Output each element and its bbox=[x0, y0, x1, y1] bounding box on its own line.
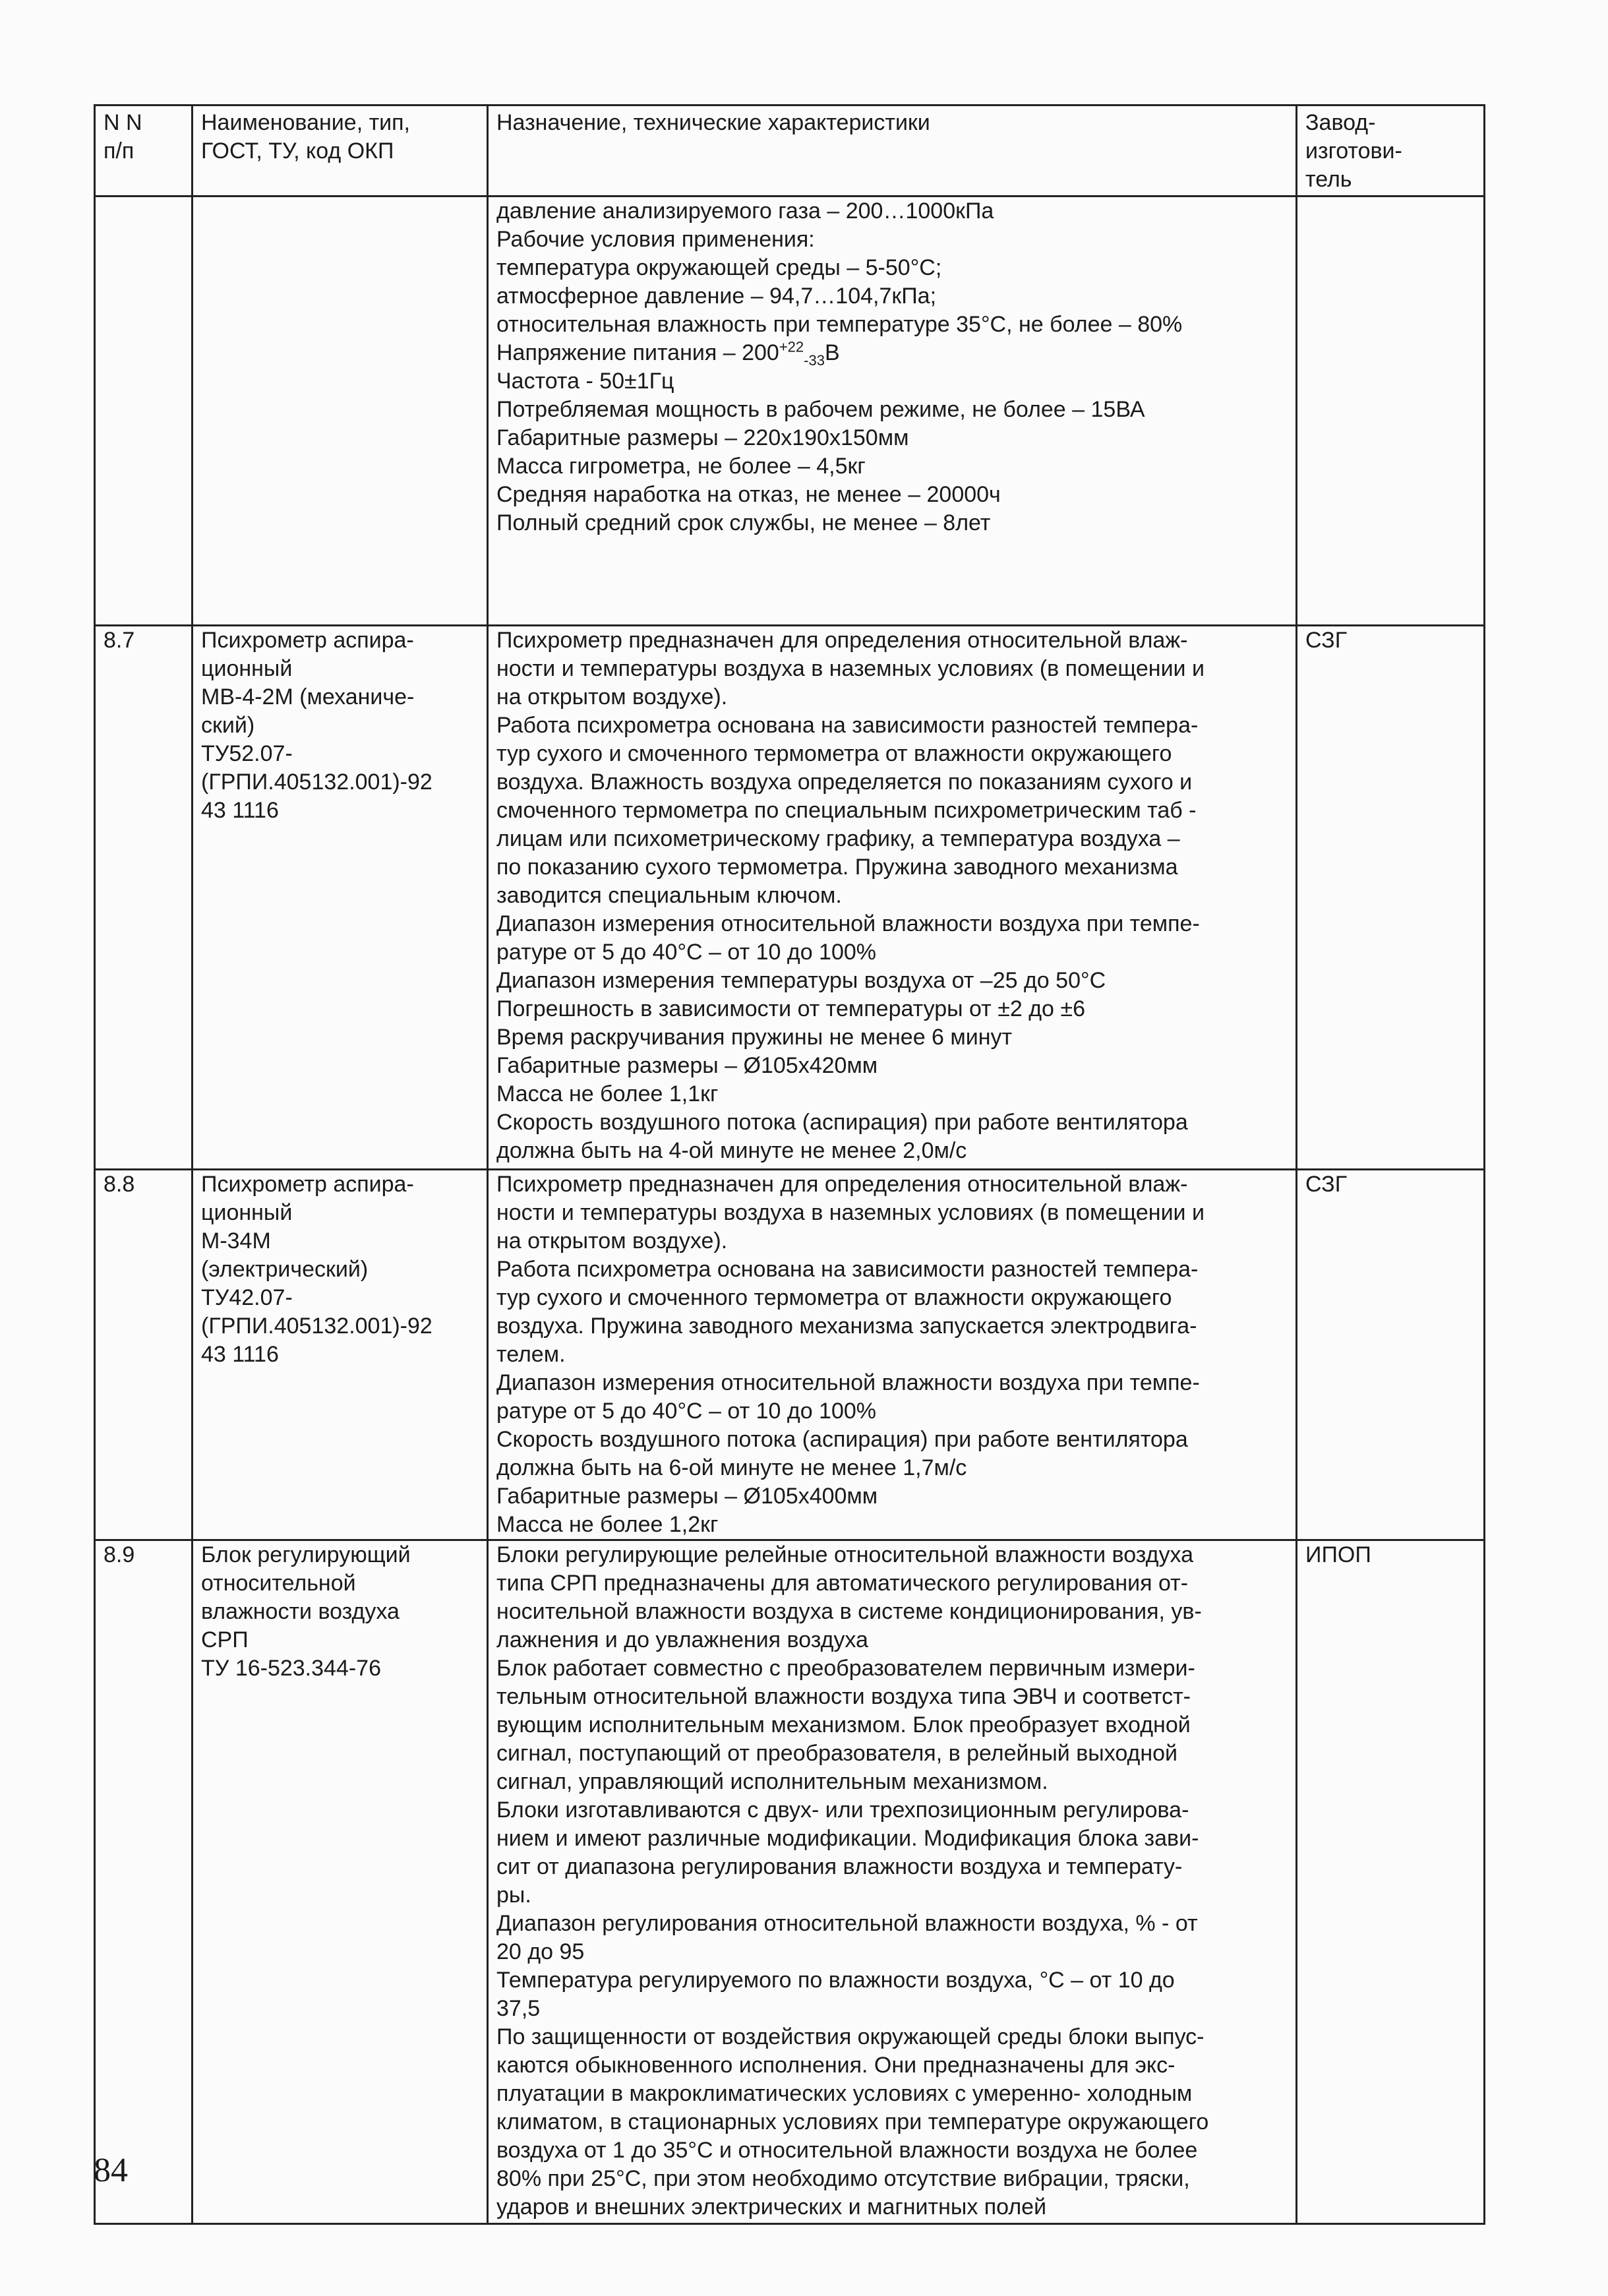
voltage-text: Напряжение питания – 200 bbox=[496, 340, 779, 365]
spec-line: Блоки регулирующие релейные относительной влажности воздуха bbox=[496, 1542, 1193, 1567]
name-line: 43 1116 bbox=[201, 798, 279, 823]
page-number: 84 bbox=[94, 2152, 128, 2189]
spec-line: Время раскручивания пружины не менее 6 минут bbox=[496, 1025, 1013, 1050]
header-name-line: Наименование, тип, bbox=[201, 110, 411, 135]
cell-manufacturer: ИПОП bbox=[1297, 1540, 1485, 2224]
spec-line: нием и имеют различные модификации. Модификация блока зави- bbox=[496, 1826, 1199, 1851]
spec-line: климатом, в стационарных условиях при температуре окружающего bbox=[496, 2109, 1209, 2134]
spec-line: Потребляемая мощность в рабочем режиме, не более – 15ВА bbox=[496, 397, 1145, 422]
spec-line: воздуха от 1 до 35°С и относительной влажности воздуха не более bbox=[496, 2138, 1198, 2163]
spec-line: Масса гигрометра, не более – 4,5кг bbox=[496, 454, 866, 479]
spec-line: Габаритные размеры – Ø105х400мм bbox=[496, 1484, 878, 1509]
spec-line: лажнения и до увлажнения воздуха bbox=[496, 1627, 868, 1652]
spec-line: каются обыкновенного исполнения. Они предназначены для экс- bbox=[496, 2053, 1176, 2078]
spec-line: Работа психрометра основана на зависимости разностей темпера- bbox=[496, 1257, 1199, 1282]
name-line: ТУ52.07- bbox=[201, 741, 293, 766]
name-line: (ГРПИ.405132.001)-92 bbox=[201, 770, 432, 795]
cell-name bbox=[193, 626, 488, 1170]
table-row-8-8 bbox=[95, 1170, 1485, 1540]
cell-specification bbox=[488, 1170, 1297, 1540]
voltage-subscript: -33 bbox=[804, 351, 825, 369]
spec-line: Диапазон измерения относительной влажности воздуха при темпе- bbox=[496, 1370, 1200, 1395]
spec-line: относительная влажность при температуре 35°С, не более – 80% bbox=[496, 312, 1183, 337]
header-number bbox=[95, 106, 193, 196]
spec-line: тур сухого и смоченного термометра от влажности окружающего bbox=[496, 1285, 1172, 1310]
spec-line: ности и температуры воздуха в наземных условиях (в помещении и bbox=[496, 1200, 1205, 1225]
header-specification bbox=[488, 106, 1297, 196]
spec-line: по показанию сухого термометра. Пружина заводного механизма bbox=[496, 855, 1178, 880]
cell-name bbox=[193, 1170, 488, 1540]
spec-line: Психрометр предназначен для определения относительной влаж- bbox=[496, 628, 1188, 653]
cell-manufacturer: СЗГ bbox=[1297, 1170, 1485, 1540]
name-line: ТУ 16-523.344-76 bbox=[201, 1656, 381, 1681]
header-maker-line: изготови- bbox=[1305, 138, 1402, 164]
cell-number bbox=[95, 196, 193, 626]
spec-line: Психрометр предназначен для определения относительной влаж- bbox=[496, 1172, 1188, 1197]
spec-line: Блок работает совместно с преобразователем первичным измери- bbox=[496, 1656, 1195, 1681]
cell-name bbox=[193, 1540, 488, 2224]
spec-line: Диапазон регулирования относительной влажности воздуха, % - от bbox=[496, 1911, 1198, 1936]
name-line: Психрометр аспира- bbox=[201, 1172, 414, 1197]
name-line: ционный bbox=[201, 656, 293, 681]
name-line: СРП bbox=[201, 1627, 249, 1652]
name-line: влажности воздуха bbox=[201, 1599, 400, 1624]
name-line: 43 1116 bbox=[201, 1342, 279, 1367]
spec-line: Масса не более 1,2кг bbox=[496, 1512, 719, 1537]
spec-line: типа СРП предназначены для автоматического регулирования от- bbox=[496, 1571, 1189, 1596]
spec-line: Масса не более 1,1кг bbox=[496, 1081, 719, 1106]
header-spec-line: Назначение, технические характеристики bbox=[496, 110, 930, 135]
spec-line: ности и температуры воздуха в наземных условиях (в помещении и bbox=[496, 656, 1205, 681]
table-header-row bbox=[95, 106, 1485, 196]
name-line: ционный bbox=[201, 1200, 293, 1225]
header-name-line: ГОСТ, ТУ, код ОКП bbox=[201, 138, 394, 164]
cell-number: 8.7 bbox=[95, 626, 193, 1170]
spec-line: должна быть на 4-ой минуте не менее 2,0м/с bbox=[496, 1138, 967, 1163]
spec-line: Погрешность в зависимости от температуры от ±2 до ±6 bbox=[496, 996, 1085, 1021]
name-line: ский) bbox=[201, 713, 255, 738]
cell-manufacturer: СЗГ bbox=[1297, 626, 1485, 1170]
spec-line: смоченного термометра по специальным психрометрическим таб - bbox=[496, 798, 1197, 823]
name-line: М-34М bbox=[201, 1228, 271, 1254]
spec-line: температура окружающей среды – 5-50°С; bbox=[496, 255, 942, 280]
name-line: Блок регулирующий bbox=[201, 1542, 411, 1567]
spec-line: ратуре от 5 до 40°С – от 10 до 100% bbox=[496, 1399, 877, 1424]
header-name bbox=[193, 106, 488, 196]
header-maker-line: Завод- bbox=[1305, 110, 1376, 135]
spec-line: Рабочие условия применения: bbox=[496, 227, 815, 252]
header-maker-line: тель bbox=[1305, 167, 1352, 192]
spec-line: плуатации в макроклиматических условиях с умеренно- холодным bbox=[496, 2081, 1193, 2106]
header-number-line: N N bbox=[104, 110, 142, 135]
spec-line: Скорость воздушного потока (аспирация) при работе вентилятора bbox=[496, 1110, 1188, 1135]
cell-specification bbox=[488, 1540, 1297, 2224]
name-line: (электрический) bbox=[201, 1257, 369, 1282]
table-row-continuation bbox=[95, 196, 1485, 626]
voltage-unit: В bbox=[824, 340, 840, 365]
spec-line: на открытом воздухе). bbox=[496, 684, 728, 710]
spec-line: Габаритные размеры – Ø105х420мм bbox=[496, 1053, 878, 1078]
table-row-8-7 bbox=[95, 626, 1485, 1170]
spec-line: Средняя наработка на отказ, не менее – 20000ч bbox=[496, 482, 1001, 507]
name-line: ТУ42.07- bbox=[201, 1285, 293, 1310]
cell-name bbox=[193, 196, 488, 626]
spec-line: сигнал, поступающий от преобразователя, в релейный выходной bbox=[496, 1741, 1177, 1766]
spec-line: Полный средний срок службы, не менее – 8лет bbox=[496, 510, 991, 535]
spec-line: давление анализируемого газа – 200…1000кПа bbox=[496, 198, 994, 224]
name-line: Психрометр аспира- bbox=[201, 628, 414, 653]
table-row-8-9 bbox=[95, 1540, 1485, 2224]
spec-line: сит от диапазона регулирования влажности воздуха и температу- bbox=[496, 1854, 1183, 1879]
spec-line: должна быть на 6-ой минуте не менее 1,7м/с bbox=[496, 1455, 967, 1480]
spec-line: Работа психрометра основана на зависимости разностей темпера- bbox=[496, 713, 1199, 738]
spec-line: ударов и внешних электрических и магнитных полей bbox=[496, 2194, 1047, 2220]
spec-line: По защищенности от воздействия окружающей среды блоки выпус- bbox=[496, 2024, 1205, 2049]
name-line: относительной bbox=[201, 1571, 356, 1596]
spec-line: тельным относительной влажности воздуха типа ЭВЧ и соответст- bbox=[496, 1684, 1191, 1709]
spec-line: атмосферное давление – 94,7…104,7кПа; bbox=[496, 284, 937, 309]
spec-line: ры. bbox=[496, 1883, 531, 1908]
spec-line-voltage bbox=[496, 339, 1288, 367]
voltage-superscript: +22 bbox=[779, 338, 804, 355]
cell-specification bbox=[488, 626, 1297, 1170]
specification-table bbox=[94, 104, 1485, 2225]
spec-line: воздуха. Пружина заводного механизма запускается электродвига- bbox=[496, 1314, 1197, 1339]
spec-line: 20 до 95 bbox=[496, 1939, 585, 1964]
header-number-line: п/п bbox=[104, 138, 134, 164]
spec-line: Диапазон измерения температуры воздуха от –25 до 50°С bbox=[496, 968, 1106, 993]
spec-line: лицам или психометрическому графику, а температура воздуха – bbox=[496, 826, 1180, 851]
spec-line: Габаритные размеры – 220х190х150мм bbox=[496, 425, 909, 450]
cell-number: 8.9 bbox=[95, 1540, 193, 2224]
cell-specification bbox=[488, 196, 1297, 626]
spec-line: 37,5 bbox=[496, 1996, 541, 2021]
header-manufacturer bbox=[1297, 106, 1485, 196]
spec-line: на открытом воздухе). bbox=[496, 1228, 728, 1254]
spec-line: Скорость воздушного потока (аспирация) при работе вентилятора bbox=[496, 1427, 1188, 1452]
spec-line: сигнал, управляющий исполнительным механизмом. bbox=[496, 1769, 1048, 1794]
name-line: (ГРПИ.405132.001)-92 bbox=[201, 1314, 432, 1339]
cell-manufacturer bbox=[1297, 196, 1485, 626]
spec-line: Диапазон измерения относительной влажности воздуха при темпе- bbox=[496, 911, 1200, 936]
spec-line: Температура регулируемого по влажности воздуха, °С – от 10 до bbox=[496, 1968, 1175, 1993]
spec-line: Частота - 50±1Гц bbox=[496, 369, 674, 394]
spec-line: ратуре от 5 до 40°С – от 10 до 100% bbox=[496, 940, 877, 965]
cell-number: 8.8 bbox=[95, 1170, 193, 1540]
spec-line: телем. bbox=[496, 1342, 566, 1367]
spec-line: заводится специальным ключом. bbox=[496, 883, 842, 908]
name-line: МВ-4-2М (механиче- bbox=[201, 684, 415, 710]
spec-line: Блоки изготавливаются с двух- или трехпозиционным регулирова- bbox=[496, 1798, 1189, 1823]
spec-line: носительной влажности воздуха в системе кондиционирования, ув- bbox=[496, 1599, 1202, 1624]
spec-line: вующим исполнительным механизмом. Блок преобразует входной bbox=[496, 1712, 1191, 1737]
spec-line: 80% при 25°С, при этом необходимо отсутствие вибрации, тряски, bbox=[496, 2166, 1190, 2191]
spec-line: воздуха. Влажность воздуха определяется по показаниям сухого и bbox=[496, 770, 1193, 795]
spec-line: тур сухого и смоченного термометра от влажности окружающего bbox=[496, 741, 1172, 766]
